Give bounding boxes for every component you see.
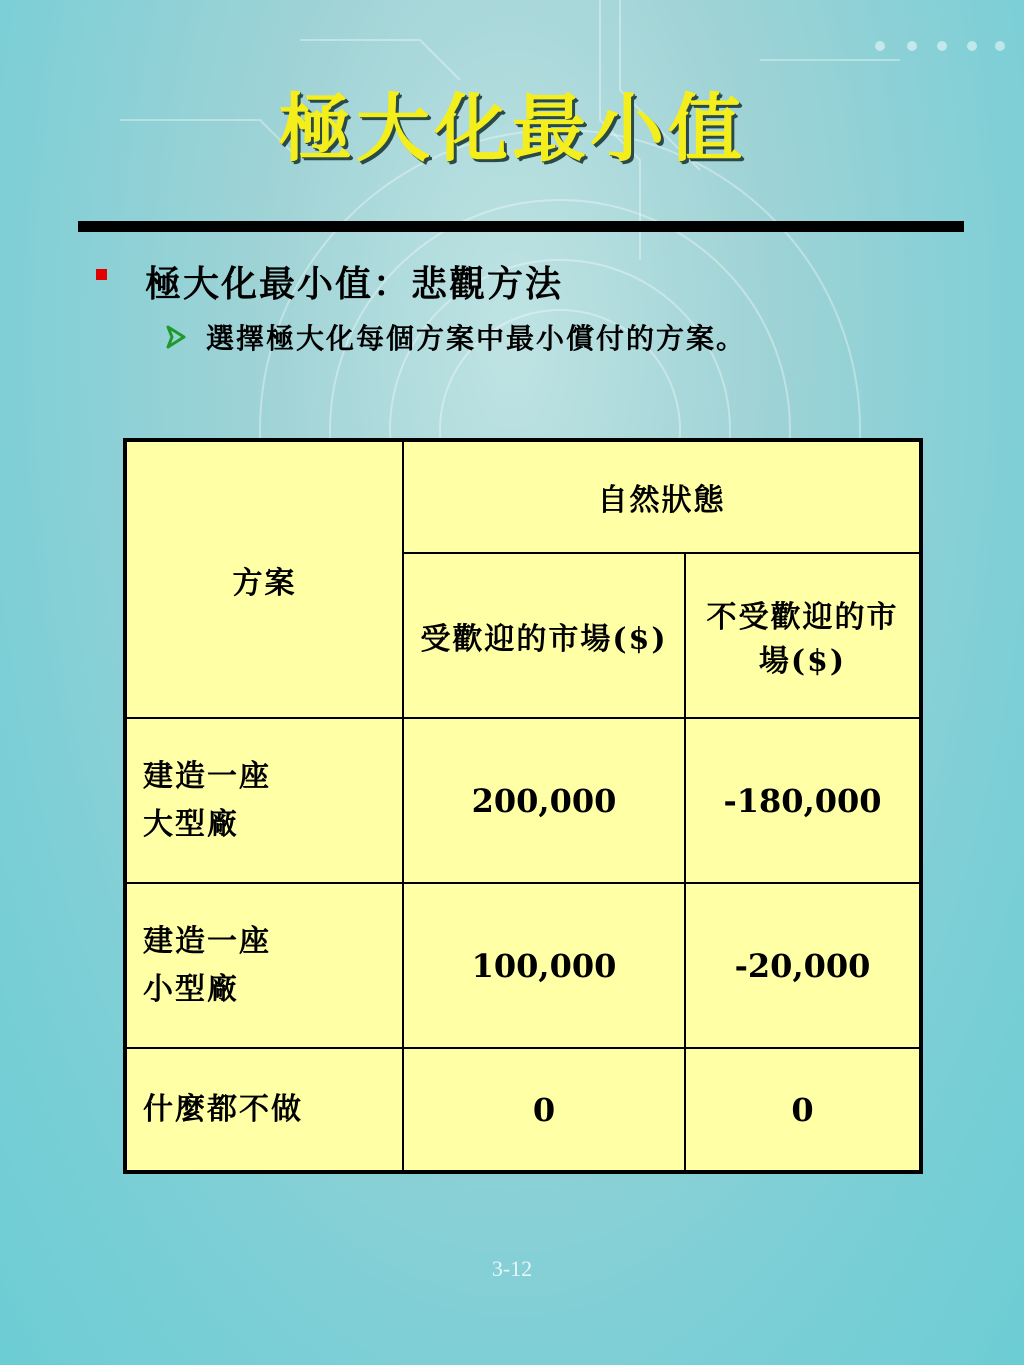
header-favorable-market: 受歡迎的市場($)	[403, 553, 685, 718]
alternative-label: 什麼都不做	[143, 1091, 303, 1127]
header-alternatives: 方案	[125, 440, 403, 718]
title-divider	[78, 221, 964, 232]
page-number: 3-12	[491, 1256, 533, 1281]
payoff-table	[123, 438, 923, 1174]
bullet-main	[96, 256, 563, 307]
table-row	[125, 1048, 921, 1172]
favorable-value: 0	[403, 1048, 685, 1172]
favorable-value: 200,000	[403, 718, 685, 883]
slide-title: 極大化最小值	[278, 86, 746, 172]
unfavorable-value: 0	[685, 1048, 921, 1172]
favorable-value: 100,000	[403, 883, 685, 1048]
alternative-cell	[125, 883, 403, 1048]
table-row	[125, 718, 921, 883]
alternative-cell	[125, 718, 403, 883]
table-row	[125, 883, 921, 1048]
alternative-label: 建造一座小型廠	[143, 923, 271, 1007]
bullet-sub-text: 選擇極大化每個方案中最小償付的方案。	[206, 322, 747, 355]
unfavorable-value: -20,000	[685, 883, 921, 1048]
bullet-main-text: 極大化最小值：悲觀方法	[145, 263, 564, 305]
bullet-sub	[162, 317, 746, 357]
square-bullet-icon	[96, 269, 107, 280]
arrow-bullet-icon	[162, 323, 190, 351]
unfavorable-value: -180,000	[685, 718, 921, 883]
alternative-label: 建造一座大型廠	[143, 758, 271, 842]
header-states-of-nature: 自然狀態	[403, 440, 921, 553]
alternative-cell	[125, 1048, 403, 1172]
header-unfavorable-market: 不受歡迎的市場($)	[685, 553, 921, 718]
